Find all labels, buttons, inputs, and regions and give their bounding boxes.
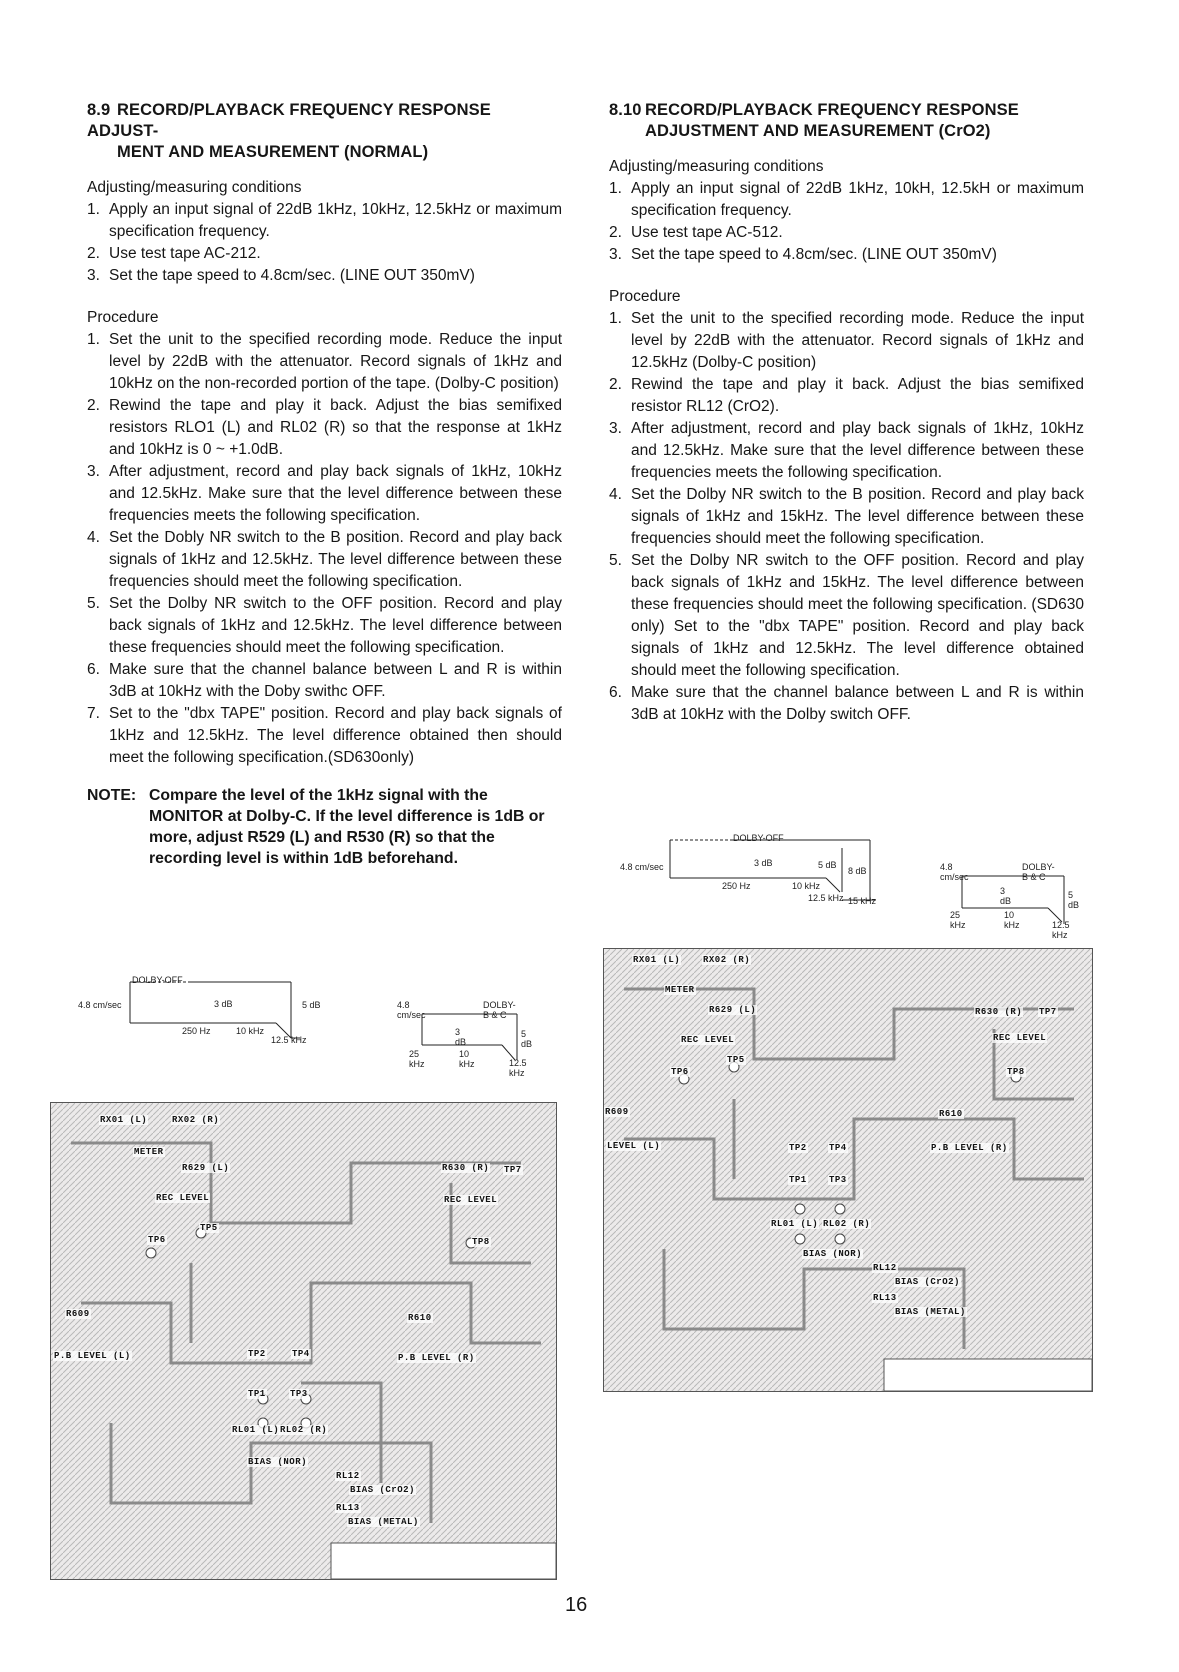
item-text: Apply an input signal of 22dB 1kHz, 10kHz, 12.5kHz or maximum specification frequency.	[109, 201, 562, 240]
pcb-label: TP4	[292, 1349, 310, 1359]
list-item	[609, 484, 1084, 550]
mode-label: DOLBY-OFF	[733, 833, 784, 843]
item-number: 6.	[609, 684, 622, 701]
pcb-label: RL01 (L)	[771, 1219, 819, 1229]
pcb-label: R610	[939, 1109, 963, 1119]
db2-label: 5 dB	[302, 1000, 321, 1010]
item-number: 4.	[87, 529, 100, 546]
item-text: Set the tape speed to 4.8cm/sec. (LINE OUT 350mV)	[109, 267, 475, 284]
pcb-traces	[51, 1103, 556, 1579]
f2-label: 10 kHz	[792, 881, 821, 891]
pcb-label: P.B LEVEL (R)	[931, 1143, 1008, 1153]
item-number: 3.	[609, 246, 622, 263]
item-number: 2.	[87, 397, 100, 414]
list-item	[87, 703, 562, 769]
list-item	[87, 461, 562, 527]
item-number: 4.	[609, 486, 622, 503]
spec-diagram-graphic	[397, 1010, 557, 1080]
pcb-label: RL13	[873, 1293, 897, 1303]
item-number: 6.	[87, 661, 100, 678]
db1-label: 3 dB	[754, 858, 773, 868]
list-item	[609, 178, 1084, 222]
item-number: 1.	[609, 310, 622, 327]
page-number: 16	[565, 1594, 588, 1616]
item-text: Set the Dolby NR switch to the B position. Record and play back signals of 1kHz and 15kHz. The level difference between these frequencies should meet the following specification.	[631, 486, 1084, 547]
speed-label: 4.8 cm/sec	[620, 862, 664, 872]
conditions-title: Adjusting/measuring conditions	[609, 158, 824, 175]
item-number: 1.	[87, 331, 100, 348]
pcb-label: TP1	[248, 1389, 266, 1399]
item-number: 2.	[87, 245, 100, 262]
speed-label: 4.8 cm/sec	[940, 862, 969, 882]
pcb-label: METER	[665, 985, 695, 995]
pcb-label: REC LEVEL	[444, 1195, 498, 1205]
note-label: NOTE:	[87, 787, 137, 804]
pcb-label: R629 (L)	[709, 1005, 757, 1015]
list-item	[87, 265, 562, 287]
pcb-label: TP5	[727, 1055, 745, 1065]
item-text: Set the Dolby NR switch to the OFF position. Record and play back signals of 1kHz and 12.5kHz. The level difference between these frequencies should meet the following specification.	[109, 595, 562, 656]
item-number: 1.	[609, 180, 622, 197]
pcb-label: R630 (R)	[442, 1163, 490, 1173]
item-text: Use test tape AC-212.	[109, 245, 261, 262]
pcb-label: RL12	[336, 1471, 360, 1481]
item-number: 7.	[87, 705, 100, 722]
db2-label: 5 dB	[521, 1029, 533, 1049]
pcb-label: TP8	[472, 1237, 490, 1247]
list-item	[87, 593, 562, 659]
pcb-label: RL02 (R)	[280, 1425, 328, 1435]
conditions-list	[87, 199, 562, 287]
list-item	[609, 418, 1084, 484]
list-item	[609, 374, 1084, 418]
f3-label: 12.5 kHz	[509, 1058, 527, 1078]
pcb-label: TP2	[248, 1349, 266, 1359]
item-text: After adjustment, record and play back signals of 1kHz, 10kHz and 12.5kHz. Make sure that the level difference between these frequencies meets the following specification.	[631, 420, 1084, 481]
f1-label: 250 Hz	[182, 1026, 211, 1036]
pcb-label: BIAS (CrO2)	[895, 1277, 960, 1287]
heading-line-1: RECORD/PLAYBACK FREQUENCY RESPONSE	[645, 101, 1019, 119]
mode-label: DOLBY-B & C	[1022, 862, 1055, 882]
item-number: 2.	[609, 376, 622, 393]
item-text: Set the Dolby NR switch to the OFF position. Record and play back signals of 1kHz and 15kHz. The level difference between these frequencies should meet the following specification. (SD630 only) Set to the "dbx TAPE" position. Record and play back signals of 1kHz and 12.5kHz. The level difference obtained should meet the following specification.	[631, 552, 1084, 679]
pcb-label: REC LEVEL	[156, 1193, 210, 1203]
section-heading	[87, 100, 562, 163]
pcb-label: TP2	[789, 1143, 807, 1153]
item-number: 5.	[87, 595, 100, 612]
pcb-label: REC LEVEL	[993, 1033, 1047, 1043]
item-text: Rewind the tape and play it back. Adjust the bias semifixed resistor RL12 (CrO2).	[631, 376, 1084, 415]
item-text: Use test tape AC-512.	[631, 224, 783, 241]
heading-line-2: ADJUSTMENT AND MEASUREMENT (CrO2)	[645, 122, 991, 140]
procedure-list	[87, 329, 562, 769]
f2-label: 10 kHz	[459, 1049, 475, 1069]
f3-label: 12.5 kHz	[271, 1035, 307, 1045]
pcb-diagram-right	[603, 948, 1093, 1392]
pcb-label: RX02 (R)	[172, 1115, 220, 1125]
pcb-label: BIAS (METAL)	[348, 1517, 419, 1527]
heading-line-2: MENT AND MEASUREMENT (NORMAL)	[117, 143, 429, 161]
db2-label: 5 dB	[818, 860, 837, 870]
pcb-label: RX01 (L)	[633, 955, 681, 965]
item-number: 3.	[87, 463, 100, 480]
pcb-label: RL12	[873, 1263, 897, 1273]
pcb-label: R629 (L)	[182, 1163, 230, 1173]
db2-label: 5 dB	[1068, 890, 1080, 910]
db1-label: 3 dB	[1000, 886, 1012, 906]
list-item	[609, 244, 1084, 266]
list-item	[87, 243, 562, 265]
pcb-label: TP3	[290, 1389, 308, 1399]
conditions-list	[609, 178, 1084, 266]
list-item	[87, 527, 562, 593]
pcb-label: R609	[605, 1107, 629, 1117]
section-8-10	[609, 100, 1084, 726]
item-text: Set the tape speed to 4.8cm/sec. (LINE OUT 350mV)	[631, 246, 997, 263]
section-8-9	[87, 100, 562, 869]
procedure-title: Procedure	[87, 309, 159, 326]
mode-label: DOLBY-B & C	[483, 1000, 516, 1020]
pcb-label: TP1	[789, 1175, 807, 1185]
pcb-label: METER	[134, 1147, 164, 1157]
f1-label: 25 kHz	[409, 1049, 425, 1069]
pcb-label: P.B LEVEL (L)	[54, 1351, 131, 1361]
pcb-diagram-left	[50, 1102, 557, 1580]
note-block	[87, 785, 562, 869]
f4-label: 15 kHz	[848, 896, 877, 906]
procedure-title: Procedure	[609, 288, 681, 305]
heading-line-1: RECORD/PLAYBACK FREQUENCY RESPONSE ADJUST-	[87, 101, 491, 140]
pcb-label: TP6	[148, 1235, 166, 1245]
list-item	[609, 682, 1084, 726]
db1-label: 3 dB	[455, 1027, 467, 1047]
item-text: Set to the "dbx TAPE" position. Record and play back signals of 1kHz and 12.5kHz. The level difference obtained then should meet the following specification.(SD630only)	[109, 705, 562, 766]
section-heading	[609, 100, 1084, 142]
f1-label: 25 kHz	[950, 910, 966, 930]
spec-diagram-dolby-off	[620, 833, 880, 906]
procedure-list	[609, 308, 1084, 726]
item-text: After adjustment, record and play back signals of 1kHz, 10kHz and 12.5kHz. Make sure that the level difference between these frequencies meets the following specification.	[109, 463, 562, 524]
pcb-label: TP5	[200, 1223, 218, 1233]
pcb-label: R630 (R)	[975, 1007, 1023, 1017]
list-item	[87, 329, 562, 395]
item-text: Set the Dobly NR switch to the B position. Record and play back signals of 1kHz and 12.5kHz. The level difference between these frequencies should meet the following specification.	[109, 529, 562, 590]
pcb-label: LEVEL (L)	[607, 1141, 661, 1151]
spec-diagram-dolby-off	[78, 975, 338, 1045]
pcb-label: TP7	[1039, 1007, 1057, 1017]
pcb-label: RX02 (R)	[703, 955, 751, 965]
pcb-label: TP7	[504, 1165, 522, 1175]
pcb-label: RL01 (L)	[232, 1425, 280, 1435]
speed-label: 4.8 cm/sec	[78, 1000, 122, 1010]
list-item	[87, 659, 562, 703]
pcb-label: TP3	[829, 1175, 847, 1185]
item-number: 3.	[87, 267, 100, 284]
conditions-title: Adjusting/measuring conditions	[87, 179, 302, 196]
item-text: Set the unit to the specified recording mode. Reduce the input level by 22dB with the attenuator. Record signals of 1kHz and 12.5kHz (Dolby-C position)	[631, 310, 1084, 371]
pcb-label: BIAS (METAL)	[895, 1307, 966, 1317]
pcb-label: BIAS (NOR)	[248, 1457, 308, 1467]
pcb-label: REC LEVEL	[681, 1035, 735, 1045]
list-item	[87, 395, 562, 461]
pcb-label: BIAS (NOR)	[803, 1249, 863, 1259]
item-text: Apply an input signal of 22dB 1kHz, 10kH, 12.5kH or maximum specification frequency.	[631, 180, 1084, 219]
list-item	[609, 550, 1084, 682]
item-text: Rewind the tape and play it back. Adjust the bias semifixed resistors RLO1 (L) and RL02 (R) so that the response at 1kHz and 10kHz is 0 ~ +1.0dB.	[109, 397, 562, 458]
pcb-label: TP6	[671, 1067, 689, 1077]
pcb-label: RL02 (R)	[823, 1219, 871, 1229]
f3-label: 12.5 kHz	[808, 893, 844, 903]
mode-label: DOLBY-OFF	[132, 975, 183, 985]
item-number: 1.	[87, 201, 100, 218]
db1-label: 3 dB	[214, 999, 233, 1009]
f2-label: 10 kHz	[236, 1026, 265, 1036]
pcb-label: RX01 (L)	[100, 1115, 148, 1125]
speed-label: 4.8 cm/sec	[397, 1000, 426, 1020]
pcb-label: BIAS (CrO2)	[350, 1485, 415, 1495]
item-text: Make sure that the channel balance between L and R is within 3dB at 10kHz with the Dolby switch OFF.	[631, 684, 1084, 723]
section-number: 8.9	[87, 101, 111, 119]
list-item	[609, 222, 1084, 244]
pcb-label: R609	[66, 1309, 90, 1319]
list-item	[87, 199, 562, 243]
pcb-label: R610	[408, 1313, 432, 1323]
pcb-label: RL13	[336, 1503, 360, 1513]
f1-label: 250 Hz	[722, 881, 751, 891]
f3-label: 12.5 kHz	[1052, 920, 1070, 940]
pcb-label: TP4	[829, 1143, 847, 1153]
pcb-label: TP8	[1007, 1067, 1025, 1077]
pcb-label: P.B LEVEL (R)	[398, 1353, 475, 1363]
item-number: 2.	[609, 224, 622, 241]
note-text: Compare the level of the 1kHz signal with the MONITOR at Dolby-C. If the level difference is 1dB or more, adjust R529 (L) and R530 (R) so that the recording level is within 1dB beforehand.	[149, 787, 545, 867]
db3-label: 8 dB	[848, 866, 867, 876]
item-text: Make sure that the channel balance between L and R is within 3dB at 10kHz with the Doby swithc OFF.	[109, 661, 562, 700]
item-text: Set the unit to the specified recording mode. Reduce the input level by 22dB with the attenuator. Record signals of 1kHz and 10kHz on the non-recorded portion of the tape. (Dolby-C position)	[109, 331, 562, 392]
list-item	[609, 308, 1084, 374]
f2-label: 10 kHz	[1004, 910, 1020, 930]
section-number: 8.10	[609, 101, 642, 119]
item-number: 3.	[609, 420, 622, 437]
item-number: 5.	[609, 552, 622, 569]
